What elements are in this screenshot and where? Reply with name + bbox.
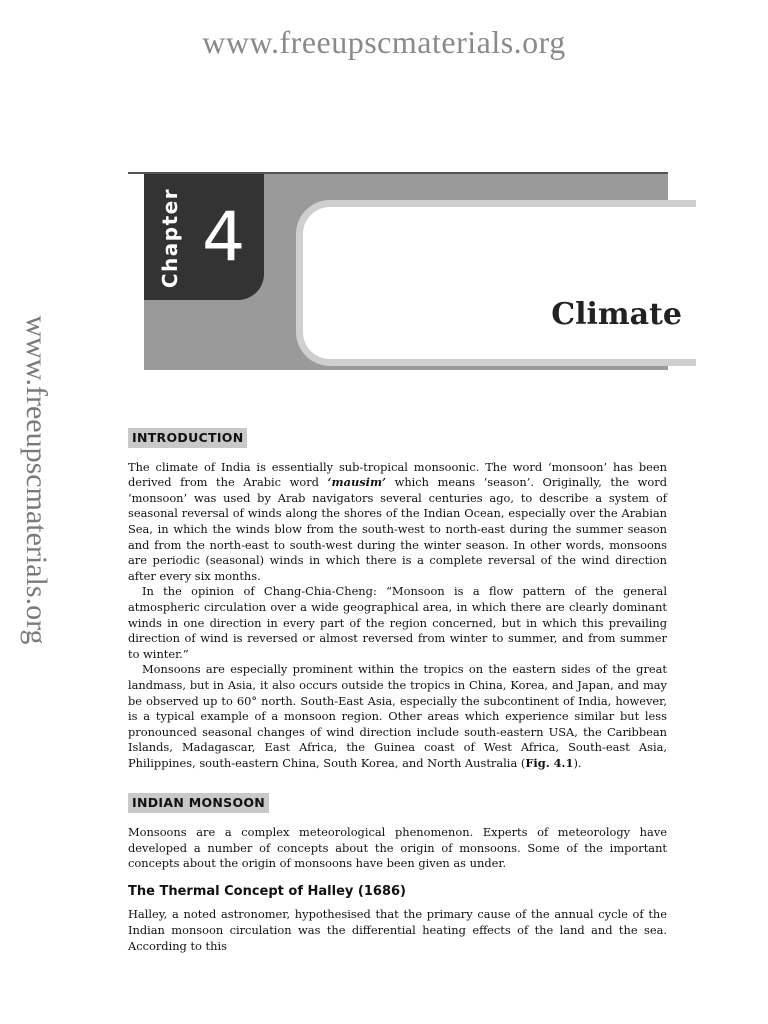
- chapter-word: Chapter: [158, 187, 182, 289]
- chapter-banner: [128, 172, 682, 370]
- section-heading-indian-monsoon: INDIAN MONSOON: [128, 793, 269, 813]
- chapter-title: Climate: [551, 297, 682, 332]
- intro-paragraph-2: In the opinion of Chang-Chia-Cheng: “Monsoon is a flow pattern of the general atmospheric circulation over a wide geographical area, in which there are clearly dominant winds in one direction in every part of the region concerned, but in which this prevailing direction of wind is reversed or almost reversed from winter to summer, and from summer to winter.”: [128, 584, 667, 661]
- watermark-top: www.freeupscmaterials.org: [202, 24, 566, 60]
- thermal-paragraph-1: Halley, a noted astronomer, hypothesised that the primary cause of the annual cycle of the Indian monsoon circulation was the differential heating effects of the land and the sea. According to this: [128, 907, 667, 953]
- intro-p1-term: ‘mausim’: [327, 475, 386, 490]
- page-content: [128, 424, 667, 954]
- intro-p3-after: ).: [573, 755, 582, 770]
- monsoon-paragraph-1: Monsoons are a complex meteorological phenomenon. Experts of meteorology have developed a number of concepts about the origin of monsoons. Some of the important concepts about the origin of monsoons have been given as under.: [128, 825, 667, 871]
- section-heading-introduction: INTRODUCTION: [128, 428, 247, 448]
- banner-strip: [128, 174, 144, 370]
- intro-paragraph-1: [128, 460, 667, 585]
- chapter-number: 4: [202, 198, 246, 277]
- chapter-title-box: [296, 200, 696, 366]
- chapter-box: [144, 174, 264, 300]
- subheading-thermal-concept: The Thermal Concept of Halley (1686): [128, 883, 406, 899]
- intro-paragraph-3: [128, 662, 667, 771]
- watermark-side-text: www.freeupscmaterials.org: [20, 315, 53, 645]
- intro-p3-before: Monsoons are especially prominent within the tropics on the eastern sides of the great landmass, but in Asia, it also occurs outside the tropics in China, Korea, and Japan, and may be observed up to 60° north. South-East Asia, especially the subcontinent of India, however, is a typical example of a monsoon region. Other areas which experience similar but less pronounced seasonal changes of wind direction include south-eastern USA, the Caribbean Islands, Madagascar, East Africa, the Guinea coast of West Africa, South-east Asia, Philippines, south-eastern China, South Korea, and North Australia (: [128, 662, 667, 770]
- intro-p1-before: The climate of India is essentially sub-tropical monsoonic. The word ‘monsoon’ has been derived from the Arabic word: [128, 459, 667, 490]
- intro-p1-after: which means ‘season’. Originally, the word ‘monsoon’ was used by Arab navigators several centuries ago, to describe a system of seasonal reversal of winds along the shores of the Indian Ocean, especially over the Arabian Sea, in which the winds blow from the south-west to north-east during the summer season and from the north-east to south-west during the winter season. In other words, monsoons are periodic (seasonal) winds in which there is a complete reversal of the wind direction after every six months.: [128, 475, 667, 583]
- figure-reference: Fig. 4.1: [525, 755, 574, 770]
